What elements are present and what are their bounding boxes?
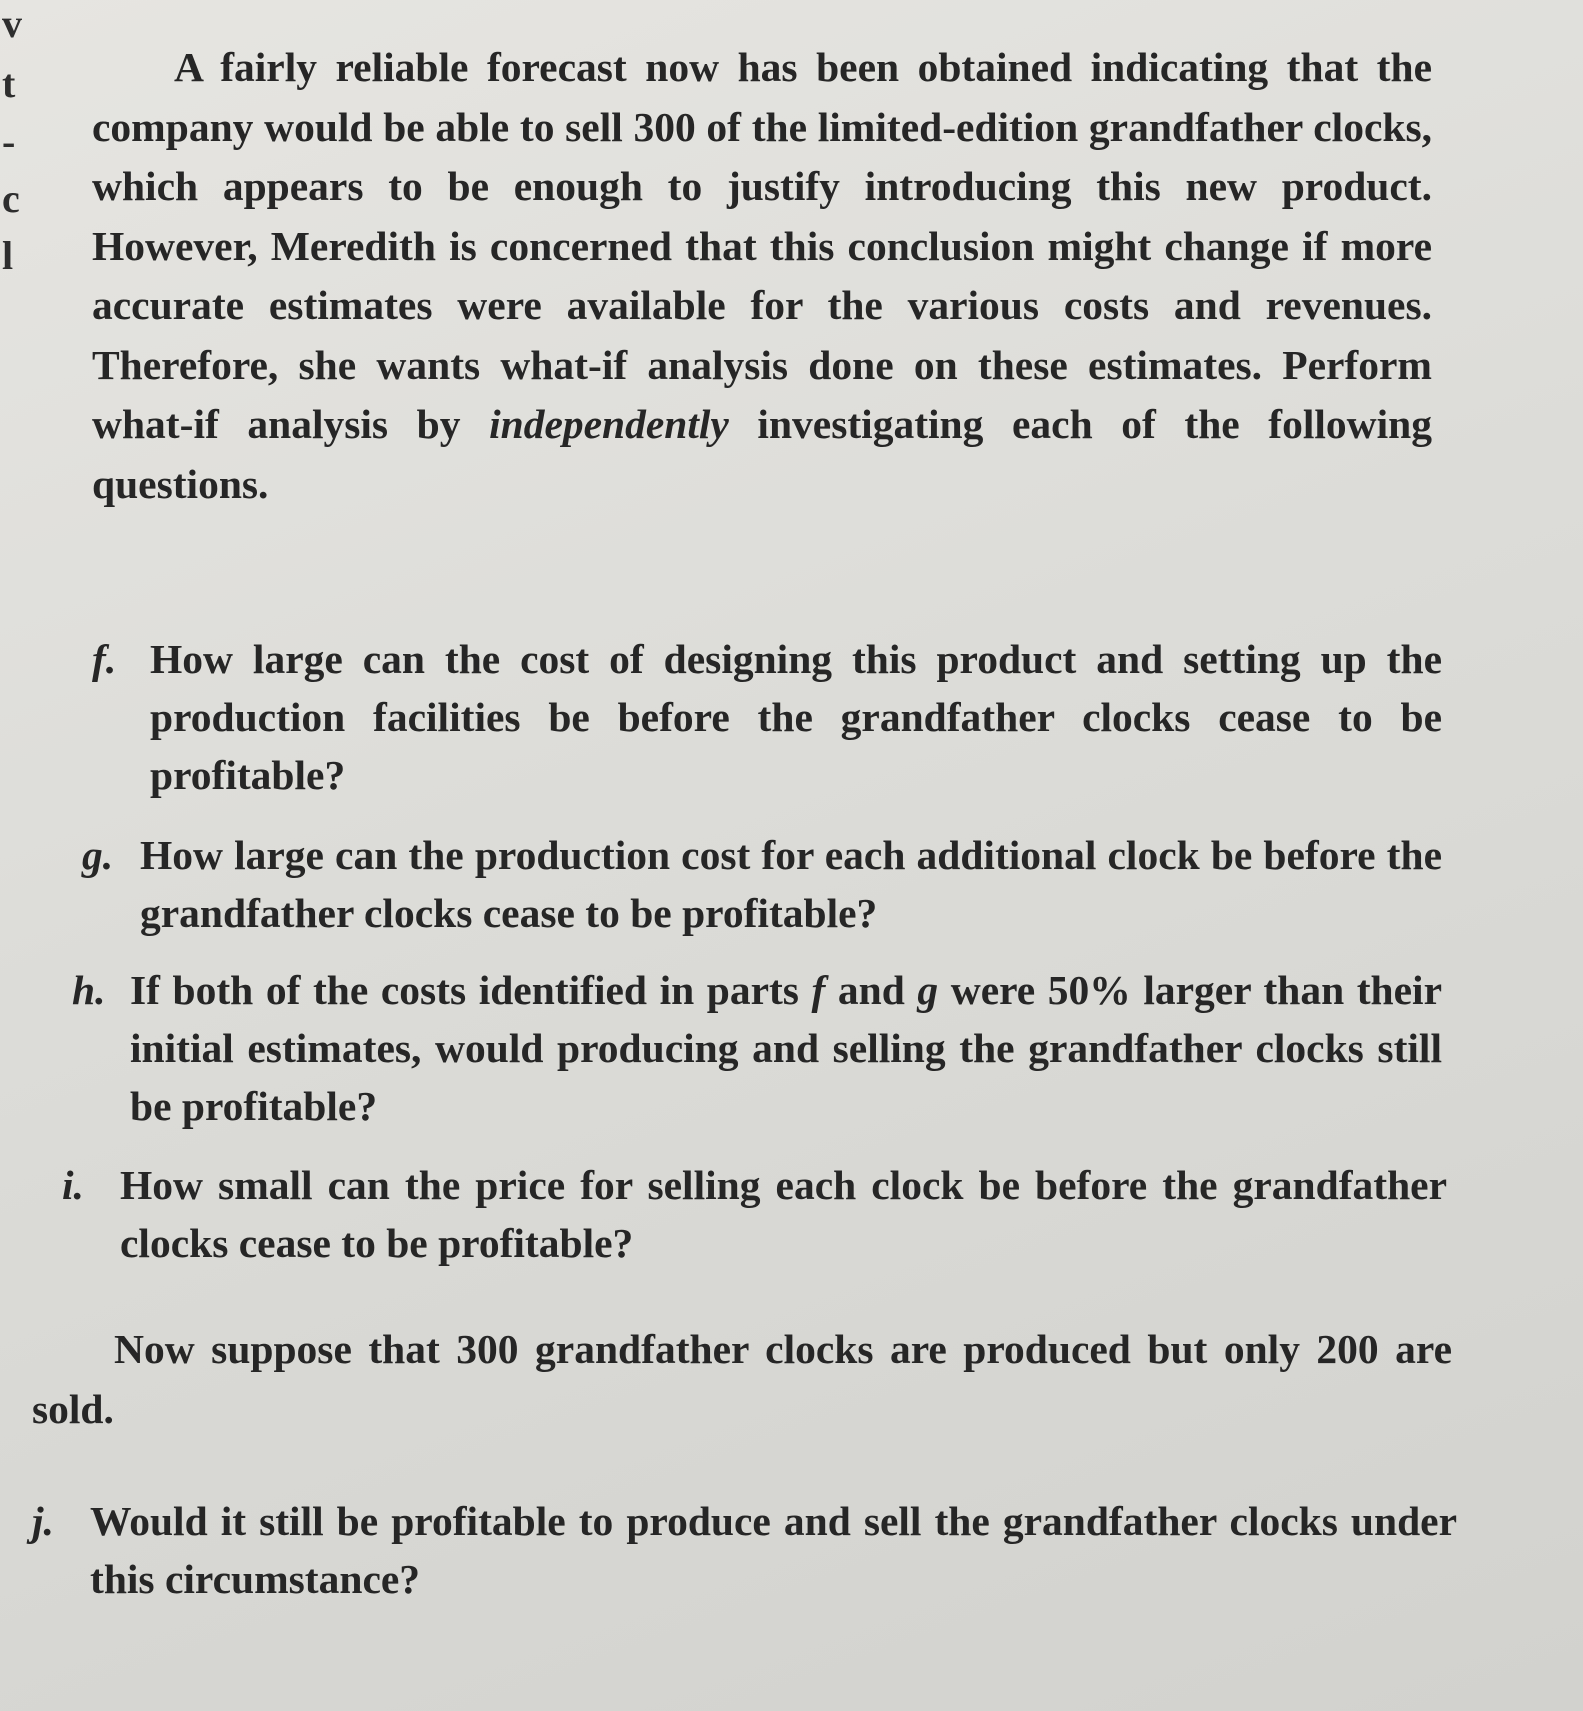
question-text-part: If both of the costs identified in parts bbox=[130, 967, 812, 1013]
suppose-paragraph bbox=[32, 1320, 1452, 1439]
part-reference-g: g bbox=[917, 967, 939, 1013]
question-text: How small can the price for selling each clock be before the grandfather clocks cease to be profitable? bbox=[120, 1162, 1447, 1266]
question-text: How large can the production cost for each additional clock be before the grandfather clocks cease to be profitable? bbox=[140, 832, 1442, 936]
intro-text-start: A fairly reliable forecast now has been obtained indicating that the company would be able to sell 300 of the limited-edition grandfather clocks, which appears to be enough to justify introducing this new product. However, Meredith is concerned that this conclusion might change if more accurate estimates were available for the various costs and revenues. Therefore, she wants what-if analysis done on these estimates. Perform what-if analysis by bbox=[92, 44, 1432, 447]
question-h bbox=[72, 961, 1442, 1135]
question-i bbox=[62, 1156, 1447, 1272]
intro-paragraph bbox=[92, 38, 1432, 514]
question-text bbox=[130, 961, 1442, 1135]
part-reference-f: f bbox=[811, 967, 826, 1013]
intro-text-end: investigating each of the following questions. bbox=[92, 401, 1433, 507]
question-text: How large can the cost of designing this product and setting up the production facilities be before the grandfather clocks cease to be profitable? bbox=[150, 636, 1442, 798]
question-label: j. bbox=[32, 1498, 54, 1544]
question-f bbox=[92, 630, 1442, 804]
question-label: i. bbox=[62, 1162, 84, 1208]
question-label: g. bbox=[82, 832, 114, 878]
intro-emphasis: independently bbox=[489, 401, 729, 447]
margin-fragment: c bbox=[2, 176, 20, 221]
margin-fragment: - bbox=[2, 119, 16, 164]
margin-fragment: l bbox=[2, 233, 14, 278]
question-text: Would it still be profitable to produce and sell the grandfather clocks under this circumstance? bbox=[90, 1498, 1457, 1602]
question-label: f. bbox=[92, 636, 117, 682]
question-j bbox=[32, 1492, 1457, 1608]
question-label: h. bbox=[72, 967, 106, 1013]
margin-fragment: v bbox=[2, 1, 22, 46]
margin-fragment: t bbox=[2, 61, 16, 106]
question-text-part: and bbox=[825, 967, 918, 1013]
suppose-text: Now suppose that 300 grandfather clocks are produced but only 200 are sold. bbox=[32, 1326, 1452, 1432]
question-g bbox=[82, 826, 1442, 942]
question-text-part: were 50% larger than their initial estimates, would producing and selling the grandfather clocks still be profitable? bbox=[130, 967, 1442, 1129]
